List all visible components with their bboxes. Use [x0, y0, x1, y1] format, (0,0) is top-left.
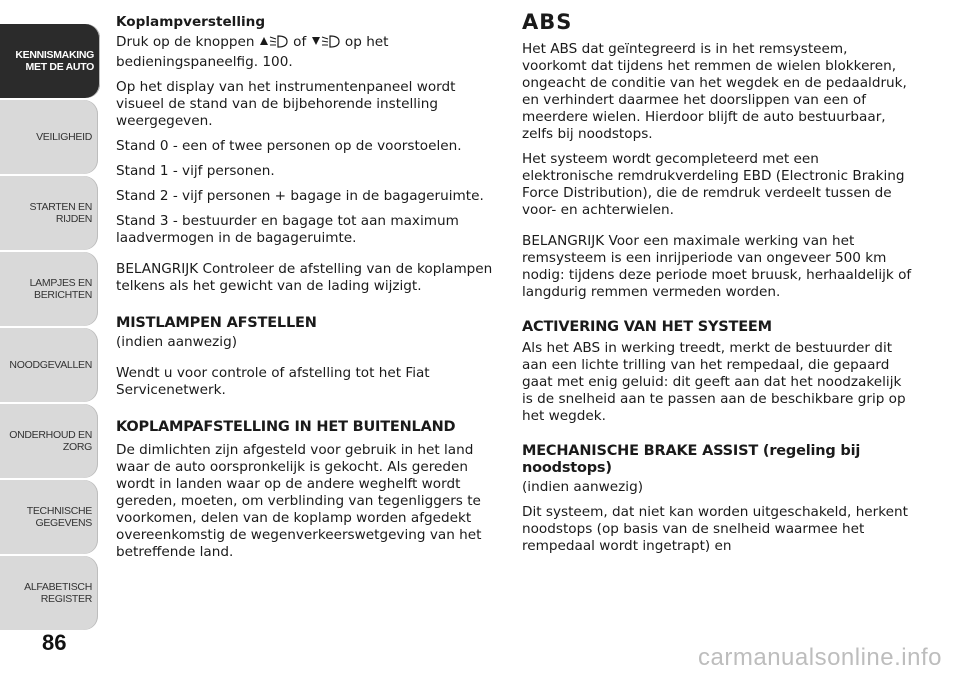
stand-1: Stand 1 - vijf personen.: [116, 163, 275, 179]
mistlampen-text: Wendt u voor controle of afstelling tot het Fiat Servicenetwerk.: [116, 365, 430, 398]
abs-paragraph-2: Het systeem wordt gecompleteerd met een elektronische remdrukverdeling EBD (Electronic Braking Force Distribution), die de remdruk verdeelt tussen de voor- en achterwielen.: [522, 151, 905, 218]
koplamp-display-text: Op het display van het instrumentenpaneel wordt visueel de stand van de bijbehorende instelling weergegeven.: [116, 79, 456, 129]
abs-belangrijk-note: BELANGRIJK Voor een maximale werking van het remsysteem is een inrijperiode van ongeveer 500 km nodig: tijdens deze periode moet bruusk, herhaaldelijk of langdurig remmen vermeden worden.: [522, 233, 912, 300]
abs-heading: ABS: [522, 10, 573, 34]
page-number: 86: [42, 630, 67, 655]
koplamp-heading: Koplampverstelling: [116, 14, 266, 30]
instruction-text: Druk op de knoppen: [116, 34, 255, 50]
headlamp-up-icon: [259, 33, 289, 54]
mistlampen-sub: (indien aanwezig): [116, 334, 238, 350]
tab-label: ONDERHOUD EN ZORG: [9, 429, 92, 453]
tab-alfabetisch-register[interactable]: [0, 556, 98, 630]
tab-label: LAMPJES EN BERICHTEN: [29, 277, 92, 301]
buitenland-text: De dimlichten zijn afgesteld voor gebruik in het land waar de auto oorspronkelijk is gekocht. Als gereden wordt in landen waar op de andere weghelft wordt gereden, moeten, om verblinding van tegenliggers te voorkomen, delen van de koplamp worden afgedekt overeenkomstig de wegenverkeerswetgeving van het betreffende land.: [116, 442, 482, 560]
belangrijk-note: BELANGRIJK Controleer de afstelling van de koplampen telkens als het gewicht van de lading wijzigt.: [116, 261, 493, 294]
stand-0: Stand 0 - een of twee personen op de voorstoelen.: [116, 138, 462, 154]
tab-label: ALFABETISCH REGISTER: [24, 581, 92, 605]
tab-label: KENNISMAKING MET DE AUTO: [15, 49, 94, 73]
tab-label: NOODGEVALLEN: [9, 359, 92, 371]
activering-text: Als het ABS in werking treedt, merkt de bestuurder dit aan een lichte trilling van het rempedaal, die gepaard gaat met enig geluid: dit geeft aan dat het noodzakelijk is de snelheid aan te passen aan de beschikbare grip op het wegdek.: [522, 340, 906, 424]
left-column: [116, 14, 496, 569]
tab-starten-en-rijden[interactable]: [0, 176, 98, 250]
koplamp-instruction: [116, 33, 496, 71]
tab-label: STARTEN EN RIJDEN: [29, 201, 92, 225]
instruction-text: of: [293, 34, 307, 50]
watermark: carmanualsonline.info: [698, 644, 942, 671]
tab-veiligheid[interactable]: [0, 100, 98, 174]
abs-paragraph-1: Het ABS dat geïntegreerd is in het remsysteem, voorkomt dat tijdens het remmen de wielen blokkeren, ongeacht de conditie van het wegdek en de pedaaldruk, en verhindert daarmee het doorslippen van een of meerdere wielen. Hierdoor blijft de auto bestuurbaar, zelfs bij noodstops.: [522, 41, 907, 142]
tab-lampjes-en-berichten[interactable]: [0, 252, 98, 326]
brake-assist-sub: (indien aanwezig): [522, 479, 644, 495]
stand-3: Stand 3 - bestuurder en bagage tot aan maximum laadvermogen in de bagageruimte.: [116, 213, 459, 246]
tab-onderhoud-en-zorg[interactable]: [0, 404, 98, 478]
tab-kennismaking[interactable]: [0, 24, 100, 98]
brake-assist-text: Dit systeem, dat niet kan worden uitgeschakeld, herkent noodstops (op basis van de snelheid waarmee het rempedaal wordt ingetrapt) en: [522, 504, 908, 554]
activering-heading: ACTIVERING VAN HET SYSTEEM: [522, 319, 772, 335]
tab-noodgevallen[interactable]: [0, 328, 98, 402]
tab-label: TECHNISCHE GEGEVENS: [26, 505, 92, 529]
stand-2: Stand 2 - vijf personen + bagage in de bagageruimte.: [116, 188, 484, 204]
brake-assist-heading: MECHANISCHE BRAKE ASSIST (regeling bij noodstops): [522, 443, 861, 476]
right-column: [522, 10, 912, 563]
headlamp-down-icon: [311, 33, 341, 54]
buitenland-heading: KOPLAMPAFSTELLING IN HET BUITENLAND: [116, 419, 456, 435]
instruction-text: op het bedieningspaneelfig. 100.: [116, 34, 389, 70]
tab-technische-gegevens[interactable]: [0, 480, 98, 554]
mistlampen-heading: MISTLAMPEN AFSTELLEN: [116, 315, 317, 331]
tab-label: VEILIGHEID: [36, 131, 92, 143]
